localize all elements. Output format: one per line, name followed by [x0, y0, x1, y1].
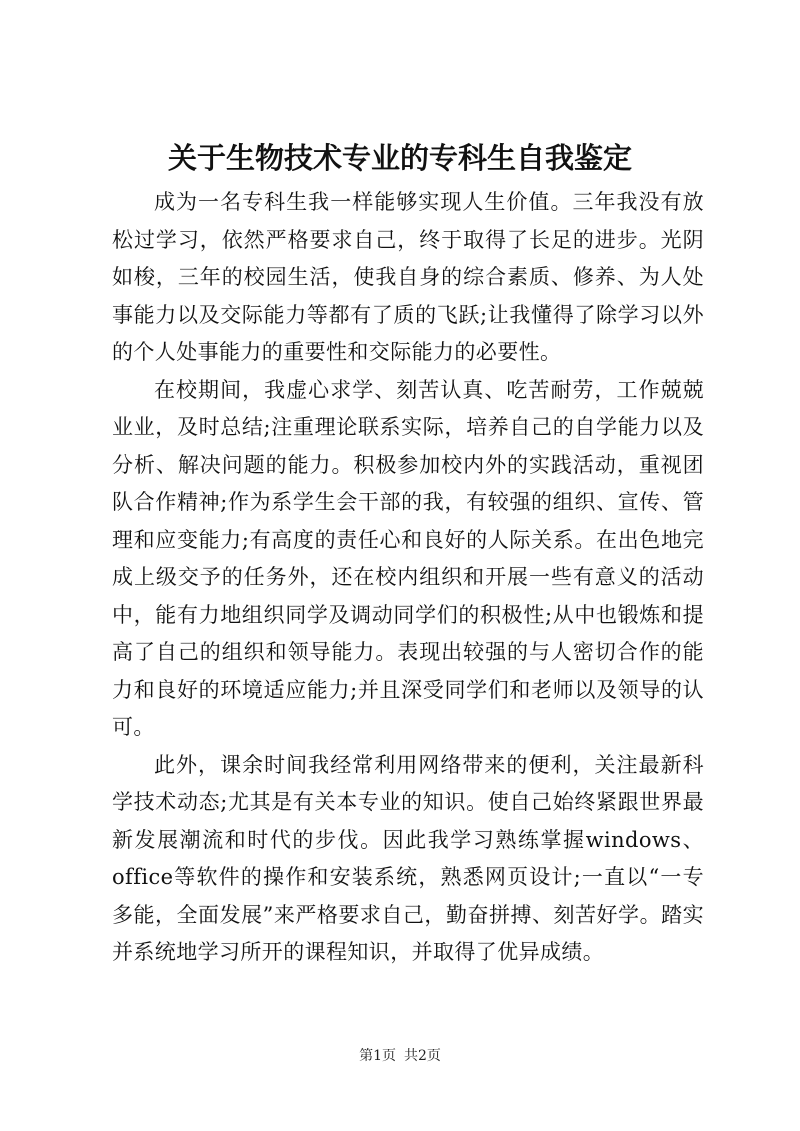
page-footer [0, 1046, 800, 1066]
paragraph-2: 在校期间，我虚心求学、刻苦认真、吃苦耐劳，工作兢兢业业，及时总结;注重理论联系实际，培养自己的自学能力以及分析、解决问题的能力。积极参加校内外的实践活动，重视团队合作精神;作为系学生会干部的我，有较强的组织、宣传、管理和应变能力;有高度的责任心和良好的人际关系。在出色地完成上级交予的任务外，还在校内组织和开展一些有意义的活动中，能有力地组织同学及调动同学们的积极性;从中也锻炼和提高了自己的组织和领导能力。表现出较强的与人密切合作的能力和良好的环境适应能力;并且深受同学们和老师以及领导的认可。 [112, 377, 704, 739]
document-title: 关于生物技术专业的专科生自我鉴定 [167, 141, 632, 175]
paragraph-3: 此外，课余时间我经常利用网络带来的便利，关注最新科学技术动态;尤其是有关本专业的知识。使自己始终紧跟世界最新发展潮流和时代的步伐。因此我学习熟练掌握windows、office等软件的操作和安装系统，熟悉网页设计;一直以“一专多能，全面发展”来严格要求自己，勤奋拼搏、刻苦好学。踏实并系统地学习所开的课程知识，并取得了优异成绩。 [112, 752, 704, 964]
page-number: 第1页 [359, 1048, 396, 1064]
page-total: 共2页 [404, 1048, 441, 1064]
document-body [112, 184, 704, 972]
paragraph-1: 成为一名专科生我一样能够实现人生价值。三年我没有放松过学习，依然严格要求自己，终于取得了长足的进步。光阴如梭，三年的校园生活，使我自身的综合素质、修养、为人处事能力以及交际能力等都有了质的飞跃;让我懂得了除学习以外的个人处事能力的重要性和交际能力的必要性。 [112, 190, 704, 364]
